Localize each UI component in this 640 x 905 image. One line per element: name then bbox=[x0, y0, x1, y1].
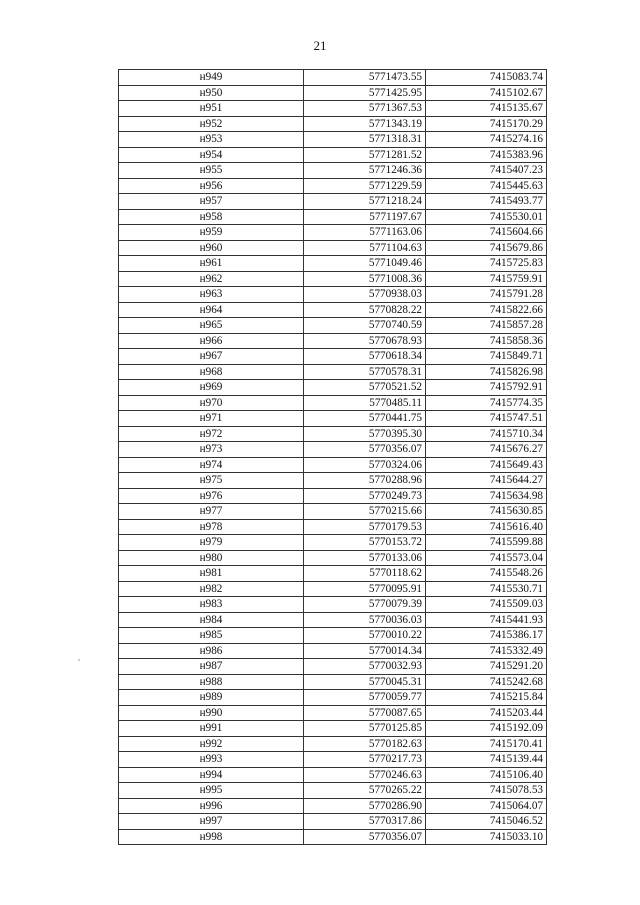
y-coordinate-cell: 7415530.01 bbox=[426, 209, 547, 225]
y-coordinate-cell: 7415822.66 bbox=[426, 302, 547, 318]
y-coordinate-cell: 7415747.51 bbox=[426, 411, 547, 427]
y-coordinate-cell: 7415759.91 bbox=[426, 271, 547, 287]
point-id-cell: н973 bbox=[119, 442, 304, 458]
table-row bbox=[119, 612, 547, 628]
page-number: 21 bbox=[313, 38, 327, 53]
x-coordinate-cell: 5770079.39 bbox=[304, 597, 426, 613]
y-coordinate-cell: 7415792.91 bbox=[426, 380, 547, 396]
y-coordinate-cell: 7415710.34 bbox=[426, 426, 547, 442]
point-id-cell: н974 bbox=[119, 457, 304, 473]
y-coordinate-cell: 7415858.36 bbox=[426, 333, 547, 349]
y-coordinate-cell: 7415445.63 bbox=[426, 178, 547, 194]
point-id-cell: н992 bbox=[119, 736, 304, 752]
x-coordinate-cell: 5770317.86 bbox=[304, 814, 426, 830]
x-coordinate-cell: 5770578.31 bbox=[304, 364, 426, 380]
point-id-cell: н982 bbox=[119, 581, 304, 597]
x-coordinate-cell: 5770246.63 bbox=[304, 767, 426, 783]
point-id-cell: н969 bbox=[119, 380, 304, 396]
table-row bbox=[119, 132, 547, 148]
y-coordinate-cell: 7415679.86 bbox=[426, 240, 547, 256]
y-coordinate-cell: 7415078.53 bbox=[426, 783, 547, 799]
x-coordinate-cell: 5770324.06 bbox=[304, 457, 426, 473]
x-coordinate-cell: 5770182.63 bbox=[304, 736, 426, 752]
point-id-cell: н979 bbox=[119, 535, 304, 551]
table-row bbox=[119, 535, 547, 551]
x-coordinate-cell: 5770485.11 bbox=[304, 395, 426, 411]
table-row bbox=[119, 349, 547, 365]
table-row bbox=[119, 504, 547, 520]
point-id-cell: н987 bbox=[119, 659, 304, 675]
point-id-cell: н954 bbox=[119, 147, 304, 163]
x-coordinate-cell: 5770356.07 bbox=[304, 829, 426, 845]
table-row bbox=[119, 581, 547, 597]
x-coordinate-cell: 5770036.03 bbox=[304, 612, 426, 628]
x-coordinate-cell: 5770286.90 bbox=[304, 798, 426, 814]
point-id-cell: н968 bbox=[119, 364, 304, 380]
table-row bbox=[119, 163, 547, 179]
table-row bbox=[119, 457, 547, 473]
point-id-cell: н966 bbox=[119, 333, 304, 349]
x-coordinate-cell: 5771104.63 bbox=[304, 240, 426, 256]
x-coordinate-cell: 5771197.67 bbox=[304, 209, 426, 225]
point-id-cell: н985 bbox=[119, 628, 304, 644]
table-row bbox=[119, 85, 547, 101]
y-coordinate-cell: 7415509.03 bbox=[426, 597, 547, 613]
y-coordinate-cell: 7415849.71 bbox=[426, 349, 547, 365]
point-id-cell: н986 bbox=[119, 643, 304, 659]
point-id-cell: н994 bbox=[119, 767, 304, 783]
table-row bbox=[119, 519, 547, 535]
point-id-cell: н959 bbox=[119, 225, 304, 241]
x-coordinate-cell: 5770153.72 bbox=[304, 535, 426, 551]
coordinates-table bbox=[118, 69, 547, 845]
table-row bbox=[119, 690, 547, 706]
y-coordinate-cell: 7415383.96 bbox=[426, 147, 547, 163]
table-row bbox=[119, 70, 547, 86]
table-row bbox=[119, 767, 547, 783]
table-row bbox=[119, 659, 547, 675]
point-id-cell: н991 bbox=[119, 721, 304, 737]
y-coordinate-cell: 7415634.98 bbox=[426, 488, 547, 504]
y-coordinate-cell: 7415604.66 bbox=[426, 225, 547, 241]
x-coordinate-cell: 5771229.59 bbox=[304, 178, 426, 194]
y-coordinate-cell: 7415064.07 bbox=[426, 798, 547, 814]
y-coordinate-cell: 7415493.77 bbox=[426, 194, 547, 210]
table-row bbox=[119, 705, 547, 721]
table-row bbox=[119, 674, 547, 690]
table-row bbox=[119, 287, 547, 303]
point-id-cell: н984 bbox=[119, 612, 304, 628]
point-id-cell: н977 bbox=[119, 504, 304, 520]
point-id-cell: н961 bbox=[119, 256, 304, 272]
table-row bbox=[119, 783, 547, 799]
x-coordinate-cell: 5770118.62 bbox=[304, 566, 426, 582]
table-row bbox=[119, 395, 547, 411]
y-coordinate-cell: 7415530.71 bbox=[426, 581, 547, 597]
point-id-cell: н970 bbox=[119, 395, 304, 411]
y-coordinate-cell: 7415386.17 bbox=[426, 628, 547, 644]
x-coordinate-cell: 5770133.06 bbox=[304, 550, 426, 566]
point-id-cell: н950 bbox=[119, 85, 304, 101]
table-row bbox=[119, 364, 547, 380]
table-row bbox=[119, 178, 547, 194]
table-row bbox=[119, 411, 547, 427]
y-coordinate-cell: 7415774.35 bbox=[426, 395, 547, 411]
x-coordinate-cell: 5770356.07 bbox=[304, 442, 426, 458]
x-coordinate-cell: 5770087.65 bbox=[304, 705, 426, 721]
x-coordinate-cell: 5770288.96 bbox=[304, 473, 426, 489]
table-row bbox=[119, 488, 547, 504]
x-coordinate-cell: 5771163.06 bbox=[304, 225, 426, 241]
y-coordinate-cell: 7415274.16 bbox=[426, 132, 547, 148]
x-coordinate-cell: 5770179.53 bbox=[304, 519, 426, 535]
y-coordinate-cell: 7415599.88 bbox=[426, 535, 547, 551]
table-row bbox=[119, 271, 547, 287]
x-coordinate-cell: 5770521.52 bbox=[304, 380, 426, 396]
x-coordinate-cell: 5770678.93 bbox=[304, 333, 426, 349]
x-coordinate-cell: 5770010.22 bbox=[304, 628, 426, 644]
table-row bbox=[119, 225, 547, 241]
point-id-cell: н955 bbox=[119, 163, 304, 179]
table-row bbox=[119, 721, 547, 737]
y-coordinate-cell: 7415548.26 bbox=[426, 566, 547, 582]
table-row bbox=[119, 318, 547, 334]
point-id-cell: н983 bbox=[119, 597, 304, 613]
point-id-cell: н971 bbox=[119, 411, 304, 427]
table-row bbox=[119, 147, 547, 163]
table-row bbox=[119, 643, 547, 659]
point-id-cell: н965 bbox=[119, 318, 304, 334]
table-row bbox=[119, 116, 547, 132]
y-coordinate-cell: 7415046.52 bbox=[426, 814, 547, 830]
table-row bbox=[119, 597, 547, 613]
y-coordinate-cell: 7415291.20 bbox=[426, 659, 547, 675]
x-coordinate-cell: 5770740.59 bbox=[304, 318, 426, 334]
y-coordinate-cell: 7415106.40 bbox=[426, 767, 547, 783]
coordinates-table-body bbox=[119, 70, 547, 845]
point-id-cell: н988 bbox=[119, 674, 304, 690]
x-coordinate-cell: 5771281.52 bbox=[304, 147, 426, 163]
point-id-cell: н953 bbox=[119, 132, 304, 148]
point-id-cell: н990 bbox=[119, 705, 304, 721]
point-id-cell: н997 bbox=[119, 814, 304, 830]
x-coordinate-cell: 5770265.22 bbox=[304, 783, 426, 799]
x-coordinate-cell: 5771473.55 bbox=[304, 70, 426, 86]
point-id-cell: н963 bbox=[119, 287, 304, 303]
y-coordinate-cell: 7415170.41 bbox=[426, 736, 547, 752]
x-coordinate-cell: 5771218.24 bbox=[304, 194, 426, 210]
x-coordinate-cell: 5770618.34 bbox=[304, 349, 426, 365]
y-coordinate-cell: 7415630.85 bbox=[426, 504, 547, 520]
point-id-cell: н996 bbox=[119, 798, 304, 814]
x-coordinate-cell: 5770828.22 bbox=[304, 302, 426, 318]
point-id-cell: н957 bbox=[119, 194, 304, 210]
x-coordinate-cell: 5770095.91 bbox=[304, 581, 426, 597]
y-coordinate-cell: 7415102.67 bbox=[426, 85, 547, 101]
y-coordinate-cell: 7415441.93 bbox=[426, 612, 547, 628]
x-coordinate-cell: 5770215.66 bbox=[304, 504, 426, 520]
point-id-cell: н952 bbox=[119, 116, 304, 132]
x-coordinate-cell: 5770045.31 bbox=[304, 674, 426, 690]
x-coordinate-cell: 5770217.73 bbox=[304, 752, 426, 768]
x-coordinate-cell: 5771008.36 bbox=[304, 271, 426, 287]
table-row bbox=[119, 209, 547, 225]
y-coordinate-cell: 7415407.23 bbox=[426, 163, 547, 179]
table-row bbox=[119, 628, 547, 644]
point-id-cell: н972 bbox=[119, 426, 304, 442]
y-coordinate-cell: 7415215.84 bbox=[426, 690, 547, 706]
table-row bbox=[119, 302, 547, 318]
y-coordinate-cell: 7415616.40 bbox=[426, 519, 547, 535]
x-coordinate-cell: 5770441.75 bbox=[304, 411, 426, 427]
x-coordinate-cell: 5770032.93 bbox=[304, 659, 426, 675]
y-coordinate-cell: 7415083.74 bbox=[426, 70, 547, 86]
y-coordinate-cell: 7415192.09 bbox=[426, 721, 547, 737]
x-coordinate-cell: 5771425.95 bbox=[304, 85, 426, 101]
y-coordinate-cell: 7415826.98 bbox=[426, 364, 547, 380]
table-row bbox=[119, 256, 547, 272]
point-id-cell: н981 bbox=[119, 566, 304, 582]
table-row bbox=[119, 473, 547, 489]
x-coordinate-cell: 5770125.85 bbox=[304, 721, 426, 737]
table-row bbox=[119, 240, 547, 256]
x-coordinate-cell: 5770059.77 bbox=[304, 690, 426, 706]
table-row bbox=[119, 736, 547, 752]
point-id-cell: н978 bbox=[119, 519, 304, 535]
point-id-cell: н960 bbox=[119, 240, 304, 256]
x-coordinate-cell: 5771246.36 bbox=[304, 163, 426, 179]
y-coordinate-cell: 7415725.83 bbox=[426, 256, 547, 272]
table-row bbox=[119, 566, 547, 582]
table-row bbox=[119, 333, 547, 349]
x-coordinate-cell: 5770249.73 bbox=[304, 488, 426, 504]
x-coordinate-cell: 5770395.30 bbox=[304, 426, 426, 442]
y-coordinate-cell: 7415139.44 bbox=[426, 752, 547, 768]
y-coordinate-cell: 7415135.67 bbox=[426, 101, 547, 117]
y-coordinate-cell: 7415644.27 bbox=[426, 473, 547, 489]
y-coordinate-cell: 7415332.49 bbox=[426, 643, 547, 659]
scan-artifact bbox=[78, 659, 80, 661]
point-id-cell: н956 bbox=[119, 178, 304, 194]
table-row bbox=[119, 798, 547, 814]
y-coordinate-cell: 7415170.29 bbox=[426, 116, 547, 132]
point-id-cell: н962 bbox=[119, 271, 304, 287]
x-coordinate-cell: 5771367.53 bbox=[304, 101, 426, 117]
point-id-cell: н949 bbox=[119, 70, 304, 86]
y-coordinate-cell: 7415791.28 bbox=[426, 287, 547, 303]
y-coordinate-cell: 7415857.28 bbox=[426, 318, 547, 334]
point-id-cell: н958 bbox=[119, 209, 304, 225]
x-coordinate-cell: 5771318.31 bbox=[304, 132, 426, 148]
point-id-cell: н964 bbox=[119, 302, 304, 318]
point-id-cell: н975 bbox=[119, 473, 304, 489]
x-coordinate-cell: 5770014.34 bbox=[304, 643, 426, 659]
point-id-cell: н951 bbox=[119, 101, 304, 117]
point-id-cell: н989 bbox=[119, 690, 304, 706]
y-coordinate-cell: 7415676.27 bbox=[426, 442, 547, 458]
point-id-cell: н998 bbox=[119, 829, 304, 845]
table-row bbox=[119, 426, 547, 442]
table-row bbox=[119, 194, 547, 210]
point-id-cell: н995 bbox=[119, 783, 304, 799]
x-coordinate-cell: 5771049.46 bbox=[304, 256, 426, 272]
y-coordinate-cell: 7415573.04 bbox=[426, 550, 547, 566]
table-row bbox=[119, 550, 547, 566]
table-row bbox=[119, 380, 547, 396]
x-coordinate-cell: 5770938.03 bbox=[304, 287, 426, 303]
y-coordinate-cell: 7415203.44 bbox=[426, 705, 547, 721]
y-coordinate-cell: 7415242.68 bbox=[426, 674, 547, 690]
point-id-cell: н980 bbox=[119, 550, 304, 566]
y-coordinate-cell: 7415649.43 bbox=[426, 457, 547, 473]
table-row bbox=[119, 829, 547, 845]
table-row bbox=[119, 814, 547, 830]
point-id-cell: н967 bbox=[119, 349, 304, 365]
y-coordinate-cell: 7415033.10 bbox=[426, 829, 547, 845]
point-id-cell: н993 bbox=[119, 752, 304, 768]
table-row bbox=[119, 101, 547, 117]
table-row bbox=[119, 752, 547, 768]
table-row bbox=[119, 442, 547, 458]
x-coordinate-cell: 5771343.19 bbox=[304, 116, 426, 132]
point-id-cell: н976 bbox=[119, 488, 304, 504]
